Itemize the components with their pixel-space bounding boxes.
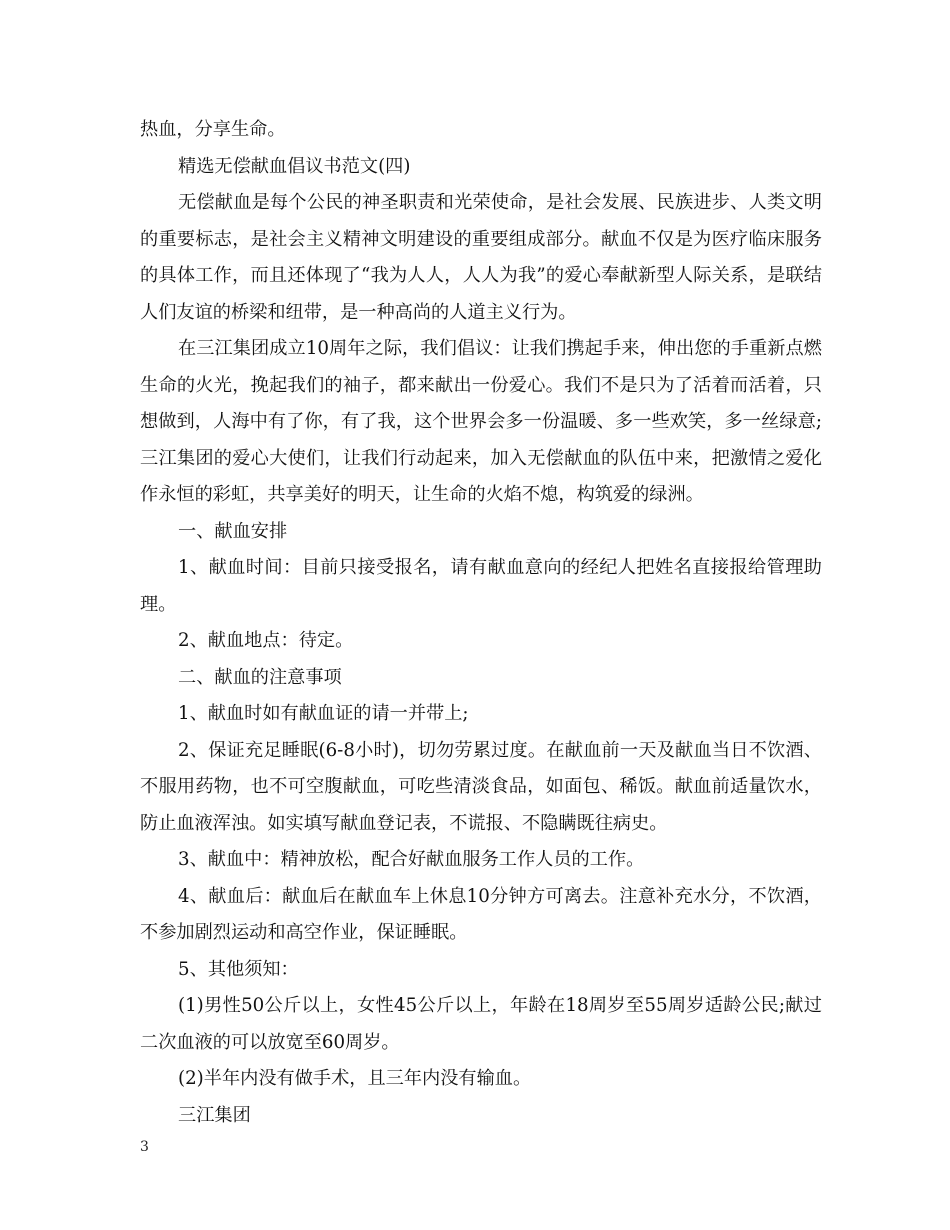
item-bring-certificate: 1、献血时如有献血证的请一并带上;: [178, 703, 469, 724]
heading-precautions: 二、献血的注意事项: [178, 666, 342, 688]
item-donation-location: 2、献血地点：待定。: [178, 630, 354, 651]
signature-organization: 三江集团: [178, 1104, 251, 1126]
heading-donation-arrangement: 一、献血安排: [178, 520, 288, 542]
paragraph-continuation: 热血，分享生命。: [140, 119, 286, 140]
heading-other-notes: 5、其他须知：: [178, 958, 299, 980]
section-title: 精选无偿献血倡议书范文(四): [178, 155, 411, 177]
paragraph-intro: 无偿献血是每个公民的神圣职责和光荣使命，是社会发展、民族进步、人类文明的重要标志，是社会主义精神文明建设的重要组成部分。献血不仅是为医疗临床服务的具体工作，而且还体现了“我为人人，人人为我”的爱心奉献新型人际关系，是联结人们友谊的桥梁和纽带，是一种高尚的人道主义行为。: [140, 192, 822, 323]
page-number: 3: [140, 1139, 149, 1155]
item-donation-time: 1、献血时间：目前只接受报名，请有献血意向的经纪人把姓名直接报给管理助理。: [140, 557, 822, 615]
item-during-donation: 3、献血中：精神放松，配合好献血服务工作人员的工作。: [178, 849, 645, 870]
document-body: [140, 112, 822, 1134]
paragraph-proposal: 在三江集团成立10周年之际，我们倡议：让我们携起手来，伸出您的手重新点燃生命的火光，挽起我们的袖子，都来献出一份爱心。我们不是只为了活着而活着，只想做到，人海中有了你，有了我，这个世界会多一份温暖、多一些欢笑，多一丝绿意;三江集团的爱心大使们，让我们行动起来，加入无偿献血的队伍中来，把激情之爱化作永恒的彩虹，共享美好的明天，让生命的火焰不熄，构筑爱的绿洲。: [140, 338, 822, 505]
item-medical-history: (2)半年内没有做手术，且三年内没有输血。: [178, 1068, 532, 1089]
item-after-donation: 4、献血后：献血后在献血车上休息10分钟方可离去。注意补充水分，不饮酒，不参加剧烈运动和高空作业，保证睡眠。: [140, 885, 822, 943]
item-eligibility: (1)男性50公斤以上，女性45公斤以上，年龄在18周岁至55周岁适龄公民;献过二次血液的可以放宽至60周岁。: [140, 995, 822, 1053]
item-sleep-and-diet: 2、保证充足睡眠(6-8小时)，切勿劳累过度。在献血前一天及献血当日不饮酒、不服用药物，也不可空腹献血，可吃些清淡食品，如面包、稀饭。献血前适量饮水，防止血液浑浊。如实填写献血登记表，不谎报、不隐瞒既往病史。: [140, 739, 822, 834]
